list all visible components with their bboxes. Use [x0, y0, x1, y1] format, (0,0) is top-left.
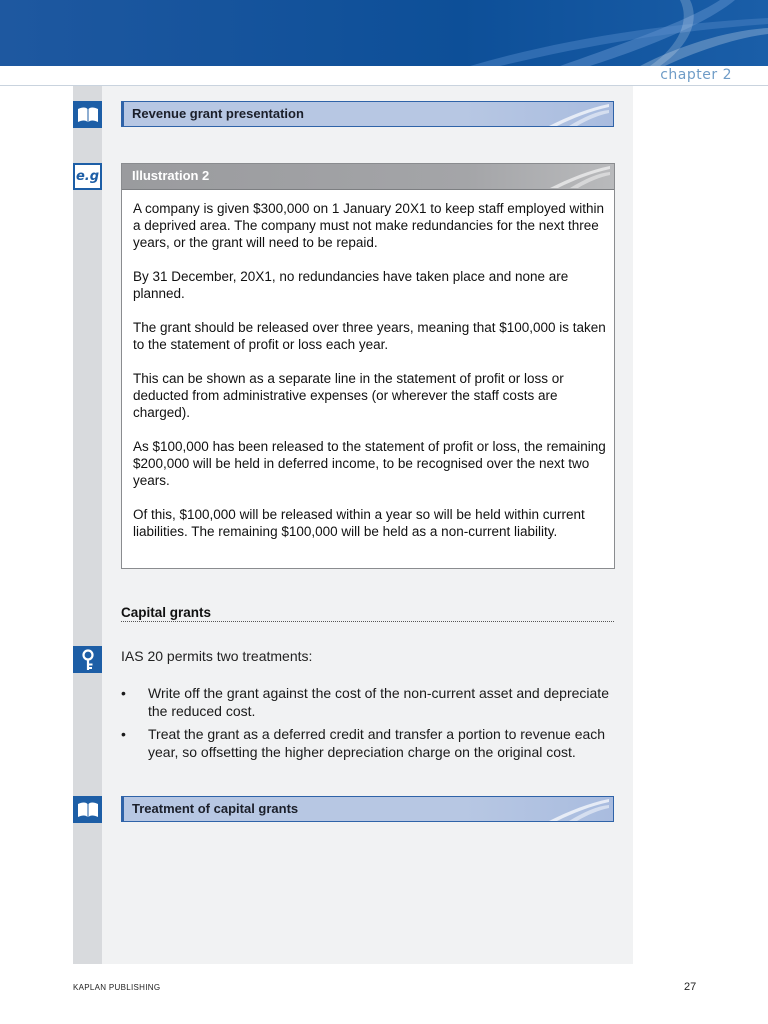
heading-swoosh-decoration: [539, 102, 609, 126]
book-icon: [73, 796, 102, 823]
list-item: [121, 726, 611, 761]
illustration-paragraph: A company is given $300,000 on 1 January 20X1 to keep staff employed within a deprived area. The company must not make redundancies for the next three years, or the grant will need to be repaid.: [133, 201, 605, 250]
banner-swoosh-decoration: [0, 0, 768, 66]
revenue-grant-heading-label: Revenue grant presentation: [132, 106, 304, 121]
illustration-body: [133, 200, 608, 557]
key-icon: [73, 646, 102, 673]
bullet-icon: •: [121, 685, 126, 701]
example-icon-text: e.g: [75, 169, 100, 184]
illustration-paragraph: This can be shown as a separate line in the statement of profit or loss or deducted from administrative expenses (or wherever the staff costs are charged).: [133, 371, 564, 420]
book-icon: [73, 101, 102, 128]
list-item-text: Treat the grant as a deferred credit and transfer a portion to revenue each year, so offsetting the higher depreciation charge on the original cost.: [148, 726, 606, 760]
heading-swoosh-decoration: [539, 797, 609, 821]
capital-grants-intro: IAS 20 permits two treatments:: [121, 648, 313, 664]
treatment-capital-grants-heading: [121, 796, 614, 822]
illustration-paragraph: Of this, $100,000 will be released within a year so will be held within current liabilities. The remaining $100,000 will be held as a non-current liability.: [133, 507, 585, 539]
list-item: [121, 685, 611, 720]
illustration-swoosh-decoration: [540, 164, 610, 188]
capital-grants-heading: Capital grants: [121, 605, 614, 622]
illustration-title: Illustration 2: [132, 168, 210, 183]
illustration-paragraph: The grant should be released over three years, meaning that $100,000 is taken to the statement of profit or loss each year.: [133, 320, 606, 352]
capital-grants-list: [121, 685, 611, 767]
illustration-paragraph: By 31 December, 20X1, no redundancies have taken place and none are planned.: [133, 269, 569, 301]
page-number: 27: [684, 981, 697, 993]
example-icon: [73, 163, 102, 190]
publisher-footer: KAPLAN PUBLISHING: [73, 983, 161, 992]
revenue-grant-heading: [121, 101, 614, 127]
illustration-box: [121, 163, 615, 569]
illustration-paragraph: As $100,000 has been released to the statement of profit or loss, the remaining $200,000 will be held in deferred income, to be recognised over the next two years.: [133, 439, 606, 488]
margin-strip: [73, 86, 102, 964]
chapter-label: chapter 2: [660, 67, 732, 83]
top-banner: [0, 0, 768, 66]
illustration-title-bar: [122, 164, 614, 190]
treatment-heading-label: Treatment of capital grants: [132, 801, 299, 816]
bullet-icon: •: [121, 726, 126, 742]
list-item-text: Write off the grant against the cost of the non-current asset and depreciate the reduced cost.: [148, 685, 609, 719]
